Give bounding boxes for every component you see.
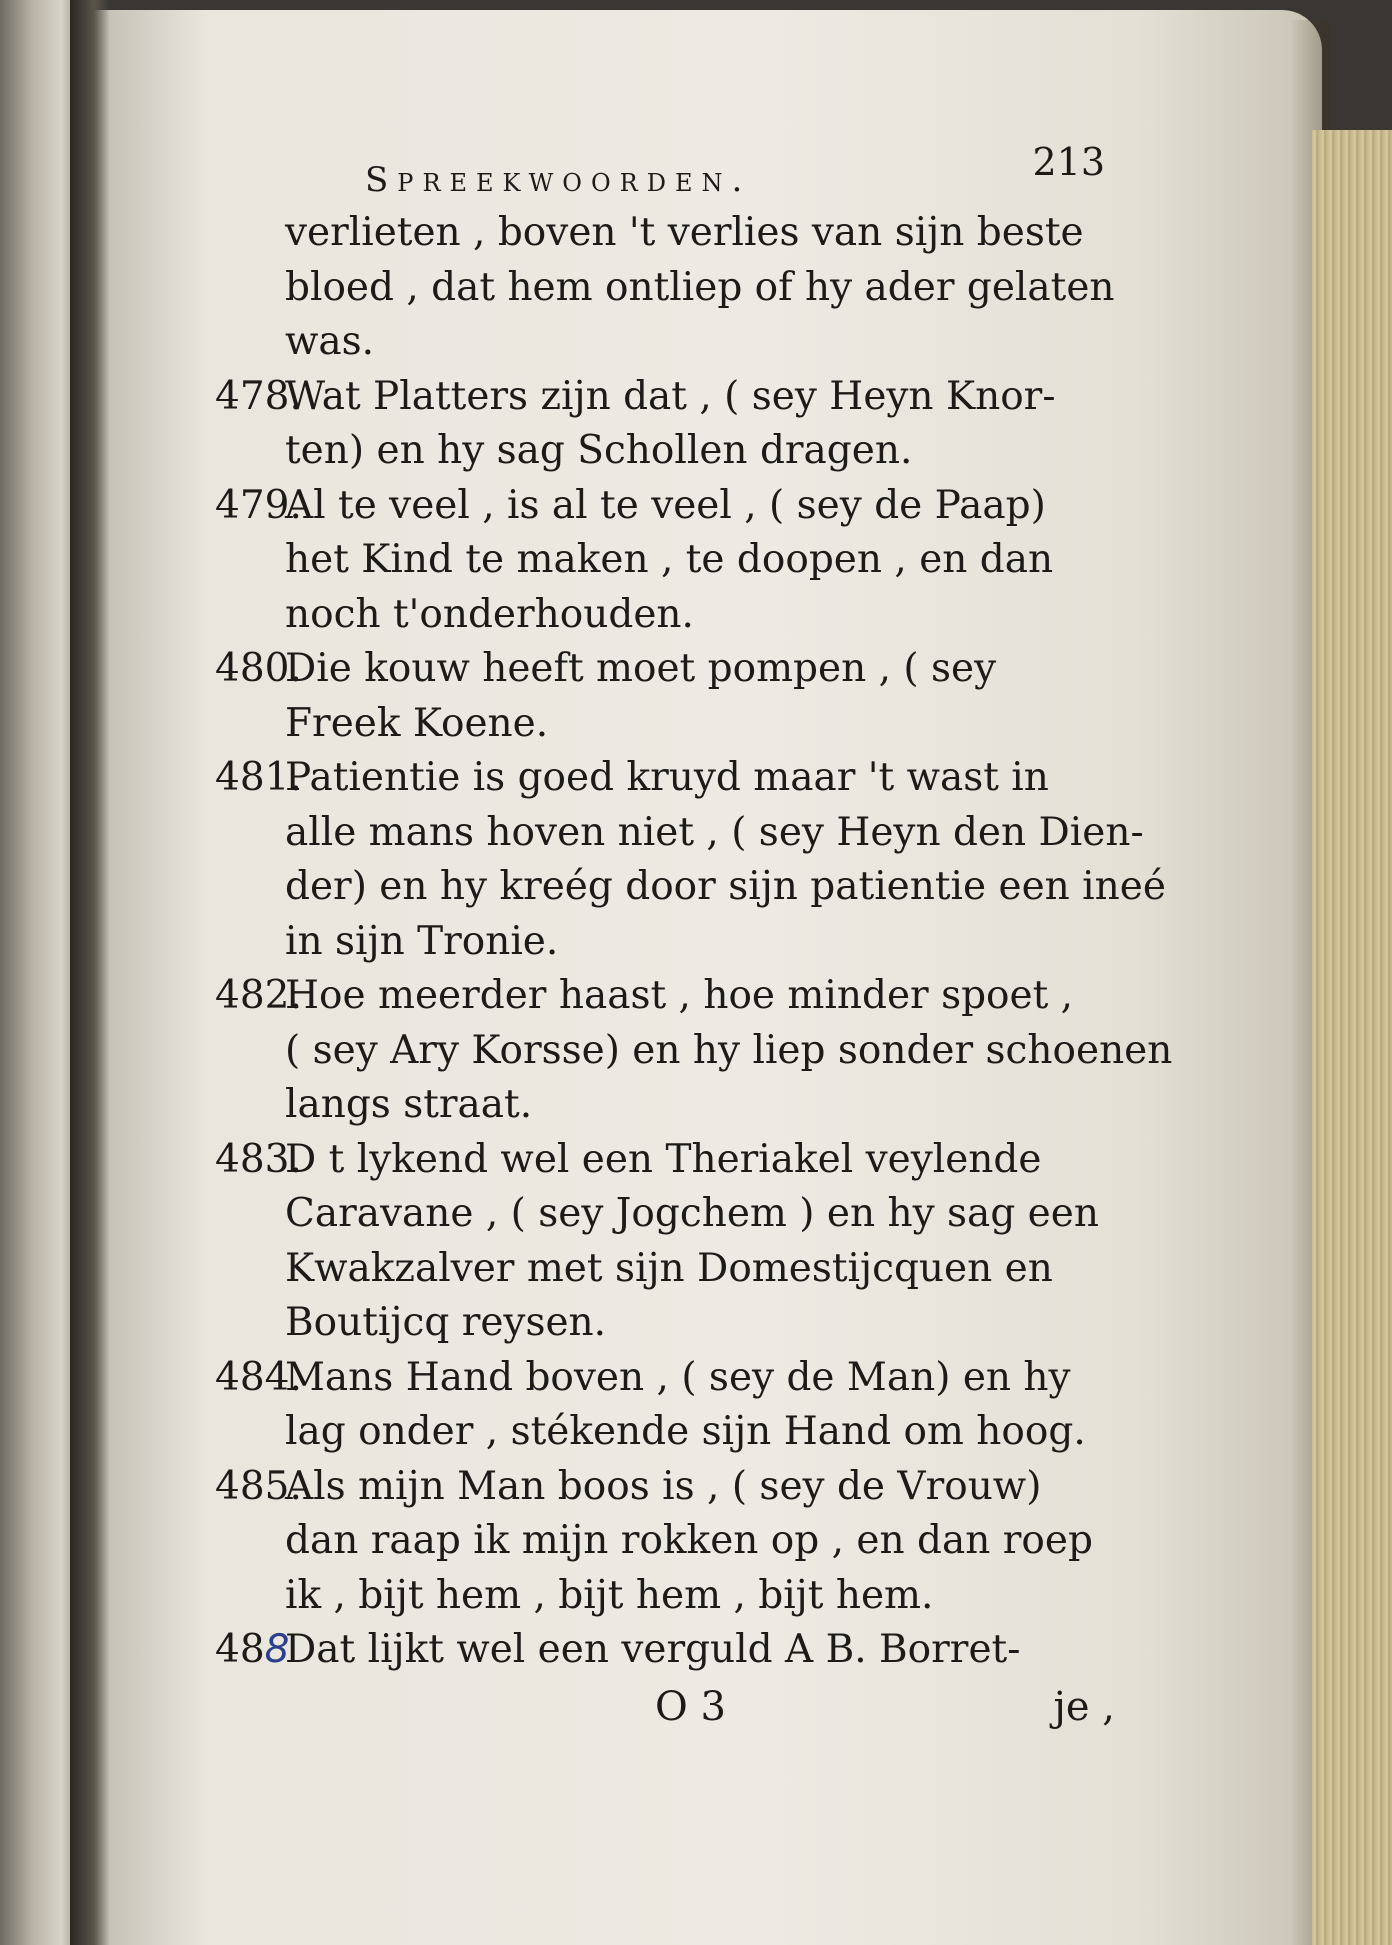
entry-text: langs straat. bbox=[285, 1082, 533, 1127]
entry-text: Patientie is goed kruyd maar 't wast in bbox=[285, 755, 1049, 800]
entry-text: Freek Koene. bbox=[285, 700, 549, 746]
entry-text: Hoe meerder haast , hoe minder spoet , bbox=[285, 973, 1074, 1018]
proverb-entry bbox=[215, 969, 1173, 1133]
proverb-entry bbox=[215, 1351, 1115, 1460]
entry-text: noch t'onderhouden. bbox=[285, 591, 694, 637]
entry-number: 481. bbox=[215, 755, 302, 800]
entry-line bbox=[215, 860, 1166, 915]
entry-text: Dat lijkt wel een verguld A B. Borret- bbox=[285, 1627, 1021, 1672]
entry-line bbox=[215, 642, 1115, 697]
entry-text: der) en hy kreég door sijn patientie een ineé bbox=[285, 864, 1166, 909]
entry-line bbox=[215, 479, 1115, 534]
entry-line bbox=[215, 915, 1115, 970]
entry-number-printed: 48 bbox=[215, 1627, 265, 1672]
entry-line bbox=[215, 969, 1115, 1024]
entry-line bbox=[215, 1133, 1115, 1188]
entry-number bbox=[215, 1623, 290, 1678]
entry-line bbox=[215, 1242, 1115, 1297]
proverb-list bbox=[215, 370, 1173, 1624]
entry-text: Die kouw heeft moet pompen , ( sey bbox=[285, 646, 997, 691]
entry-text: Caravane , ( sey Jogchem ) en hy sag een bbox=[285, 1191, 1099, 1236]
entry-line bbox=[215, 1351, 1115, 1406]
entry-text: in sijn Tronie. bbox=[285, 918, 559, 964]
entry-line bbox=[215, 751, 1115, 806]
entry-text: Kwakzalver met sijn Domestijcquen en bbox=[285, 1245, 1053, 1291]
entry-text: Al te veel , is al te veel , ( sey de Paap) bbox=[285, 482, 1046, 528]
signature-mark: O 3 bbox=[655, 1683, 726, 1730]
text-line: verlieten , boven 't verlies van sijn beste bbox=[285, 210, 1084, 255]
entry-number: 485. bbox=[215, 1463, 302, 1509]
entry-text: het Kind te maken , te doopen , en dan bbox=[285, 537, 1054, 582]
entry-line bbox=[215, 1078, 1115, 1133]
entry-line bbox=[215, 1569, 1115, 1624]
entry-line bbox=[215, 1024, 1173, 1079]
entry-number: 484. bbox=[215, 1354, 302, 1400]
entry-line bbox=[215, 533, 1115, 588]
page-edges bbox=[1312, 130, 1392, 1945]
text-line: was. bbox=[285, 319, 375, 364]
text-line: bloed , dat hem ontliep of hy ader gelaten bbox=[285, 264, 1115, 310]
entry-text: Als mijn Man boos is , ( sey de Vrouw) bbox=[285, 1463, 1042, 1509]
entry-text: Mans Hand boven , ( sey de Man) en hy bbox=[285, 1354, 1071, 1400]
entry-text: Wat Platters zijn dat , ( sey Heyn Knor- bbox=[285, 373, 1056, 419]
entry-text: dan raap ik mijn rokken op , en dan roep bbox=[285, 1518, 1093, 1563]
entry-text: ( sey Ary Korsse) en hy liep sonder schoenen bbox=[285, 1027, 1173, 1073]
handwritten-correction: 8 bbox=[264, 1627, 290, 1672]
catchword: je , bbox=[1053, 1683, 1115, 1730]
proverb-entry bbox=[215, 1460, 1115, 1624]
proverb-entry-last bbox=[215, 1623, 1115, 1678]
entry-number: 482. bbox=[215, 973, 302, 1018]
entry-line bbox=[215, 1405, 1115, 1460]
running-title: Spreekwoorden. bbox=[365, 160, 752, 200]
proverb-entry bbox=[215, 751, 1166, 969]
page-header bbox=[215, 140, 1115, 206]
page-number: 213 bbox=[1032, 140, 1105, 184]
page-text bbox=[215, 140, 1173, 1744]
entry-text: lag onder , stékende sijn Hand om hoog. bbox=[285, 1409, 1086, 1454]
entry-text: ik , bijt hem , bijt hem , bijt hem. bbox=[285, 1572, 934, 1618]
entry-text: ten) en hy sag Schollen dragen. bbox=[285, 428, 913, 473]
entry-line bbox=[215, 588, 1115, 643]
entry-number: 478. bbox=[215, 373, 302, 419]
book-gutter bbox=[70, 0, 110, 1945]
entry-line bbox=[215, 1460, 1115, 1515]
entry-line bbox=[215, 1296, 1115, 1351]
entry-line bbox=[215, 1514, 1115, 1569]
proverb-entry bbox=[215, 642, 1115, 751]
proverb-entry bbox=[215, 1133, 1115, 1351]
entry-line bbox=[215, 1187, 1115, 1242]
entry-line bbox=[215, 370, 1115, 425]
entry-number: 480. bbox=[215, 646, 302, 691]
entry-text: Boutijcq reysen. bbox=[285, 1300, 607, 1345]
entry-line bbox=[215, 806, 1144, 861]
proverb-entry bbox=[215, 370, 1115, 479]
page-footer bbox=[215, 1684, 1115, 1744]
proverb-entry bbox=[215, 479, 1115, 643]
entry-line bbox=[215, 424, 1115, 479]
entry-number: 483. bbox=[215, 1136, 302, 1182]
entry-number: 479. bbox=[215, 482, 302, 528]
entry-text: D t lykend wel een Theriakel veylende bbox=[285, 1136, 1042, 1182]
entry-line bbox=[215, 697, 1115, 752]
entry-text: alle mans hoven niet , ( sey Heyn den Dien- bbox=[285, 809, 1144, 855]
